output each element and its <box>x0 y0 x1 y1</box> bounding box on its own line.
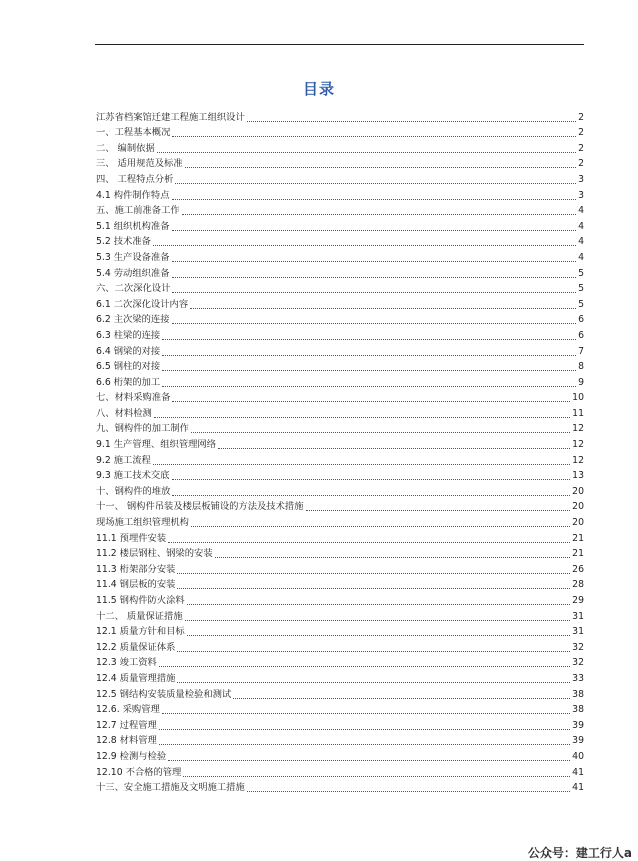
toc-entry-title: 4.1 构件制作特点 <box>96 189 170 201</box>
toc-entry-page: 29 <box>572 595 584 606</box>
toc-entry-page: 4 <box>578 220 584 232</box>
toc-entry[interactable] <box>96 607 584 623</box>
toc-entry-title: 八、材料检测 <box>96 407 152 419</box>
toc-entry[interactable] <box>96 545 584 561</box>
toc-entry-page: 9 <box>578 376 584 388</box>
toc-entry-title: 5.1 组织机构准备 <box>96 220 170 232</box>
toc-entry-title: 11.4 钢层板的安装 <box>96 579 176 591</box>
toc-entry-page: 21 <box>572 532 584 544</box>
toc-leader-dots <box>172 292 576 293</box>
toc-entry-title: 12.8 材料管理 <box>96 735 157 747</box>
toc-leader-dots <box>215 557 571 558</box>
toc-entry[interactable] <box>96 435 584 451</box>
toc-leader-dots <box>159 666 570 667</box>
toc-leader-dots <box>172 230 577 231</box>
toc-entry-page: 2 <box>578 142 584 154</box>
toc-entry[interactable] <box>96 311 584 327</box>
toc-entry-page: 2 <box>578 127 584 139</box>
toc-entry-title: 12.5 钢结构安装质量检验和测试 <box>96 688 232 700</box>
toc-entry[interactable] <box>96 420 584 436</box>
toc-entry[interactable] <box>96 217 584 233</box>
toc-entry-title: 12.9 检测与检验 <box>96 750 167 762</box>
toc-leader-dots <box>190 308 576 309</box>
header-rule <box>95 44 584 45</box>
toc-leader-dots <box>157 152 576 153</box>
toc-entry[interactable] <box>96 295 584 311</box>
toc-entry[interactable] <box>96 638 584 654</box>
toc-entry[interactable] <box>96 108 584 124</box>
toc-entry-title: 九、钢构件的加工制作 <box>96 423 189 435</box>
toc-entry[interactable] <box>96 701 584 717</box>
toc-entry-page: 12 <box>572 454 584 466</box>
toc-entry[interactable] <box>96 155 584 171</box>
toc-leader-dots <box>162 386 576 387</box>
toc-entry-title: 5.2 技术准备 <box>96 236 151 248</box>
toc-entry-page: 4 <box>578 251 584 263</box>
toc-entry-title: 12.3 竣工资料 <box>96 657 157 669</box>
toc-leader-dots <box>177 588 570 589</box>
table-of-contents <box>96 108 584 794</box>
toc-entry[interactable] <box>96 779 584 795</box>
toc-entry[interactable] <box>96 623 584 639</box>
toc-entry[interactable] <box>96 389 584 405</box>
toc-entry-page: 20 <box>572 485 584 497</box>
toc-entry-title: 11.1 预埋件安装 <box>96 532 167 544</box>
toc-entry[interactable] <box>96 482 584 498</box>
toc-entry-page: 5 <box>578 283 584 295</box>
toc-entry[interactable] <box>96 342 584 358</box>
toc-entry-title: 三、 适用规范及标准 <box>96 158 183 170</box>
toc-leader-dots <box>182 214 576 215</box>
toc-heading: 目录 <box>302 80 335 98</box>
toc-entry-page: 40 <box>572 750 584 762</box>
toc-entry[interactable] <box>96 716 584 732</box>
toc-entry-title: 二、 编制依据 <box>96 142 155 154</box>
toc-leader-dots <box>172 277 577 278</box>
toc-leader-dots <box>172 136 576 137</box>
toc-entry-title: 11.5 钢构件防火涂料 <box>96 595 185 606</box>
toc-entry-title: 五、施工前准备工作 <box>96 205 180 217</box>
toc-leader-dots <box>172 323 577 324</box>
toc-entry[interactable] <box>96 498 584 514</box>
toc-entry[interactable] <box>96 326 584 342</box>
toc-leader-dots <box>177 651 570 652</box>
toc-leader-dots <box>175 183 576 184</box>
toc-entry-page: 38 <box>572 704 584 716</box>
toc-entry[interactable] <box>96 763 584 779</box>
toc-leader-dots <box>233 698 570 699</box>
toc-entry[interactable] <box>96 529 584 545</box>
toc-entry[interactable] <box>96 186 584 202</box>
toc-entry-title: 9.1 生产管理、组织管理网络 <box>96 439 217 451</box>
toc-leader-dots <box>162 355 576 356</box>
toc-leader-dots <box>159 729 570 730</box>
toc-entry[interactable] <box>96 233 584 249</box>
toc-leader-dots <box>172 479 571 480</box>
toc-leader-dots <box>168 760 570 761</box>
toc-entry-page: 20 <box>572 517 584 529</box>
toc-leader-dots <box>153 245 576 246</box>
toc-entry-title: 十三、安全施工措施及文明施工措施 <box>96 782 245 794</box>
toc-leader-dots <box>162 713 570 714</box>
toc-entry-page: 4 <box>578 205 584 217</box>
toc-entry-page: 28 <box>572 579 584 591</box>
toc-entry-title: 6.3 柱梁的连接 <box>96 329 161 341</box>
toc-entry-page: 11 <box>572 407 584 419</box>
toc-leader-dots <box>159 744 570 745</box>
toc-entry[interactable] <box>96 170 584 186</box>
toc-entry-page: 33 <box>572 672 584 684</box>
toc-entry-title: 十、钢构件的堆放 <box>96 485 171 497</box>
toc-entry[interactable] <box>96 654 584 670</box>
toc-leader-dots <box>153 464 570 465</box>
toc-leader-dots <box>185 620 571 621</box>
toc-entry-page: 7 <box>578 345 584 357</box>
toc-entry-page: 3 <box>578 189 584 201</box>
toc-entry[interactable] <box>96 280 584 296</box>
toc-leader-dots <box>168 542 570 543</box>
toc-leader-dots <box>172 495 570 496</box>
toc-entry-title: 12.2 质量保证体系 <box>96 641 176 653</box>
toc-entry-title: 七、材料采购准备 <box>96 392 171 404</box>
toc-entry-page: 39 <box>572 719 584 731</box>
toc-entry-page: 12 <box>572 423 584 435</box>
toc-entry-page: 26 <box>572 563 584 575</box>
toc-leader-dots <box>185 167 576 168</box>
toc-leader-dots <box>172 199 577 200</box>
toc-entry-page: 41 <box>572 766 584 778</box>
toc-entry[interactable] <box>96 467 584 483</box>
toc-leader-dots <box>183 776 570 777</box>
toc-entry-page: 31 <box>572 610 584 622</box>
toc-leader-dots <box>177 682 570 683</box>
toc-entry-title: 6.2 主次梁的连接 <box>96 314 170 326</box>
toc-entry-page: 21 <box>572 548 584 560</box>
toc-entry-title: 6.6 桁架的加工 <box>96 376 161 388</box>
toc-entry-title: 11.3 桁架部分安装 <box>96 563 176 575</box>
toc-entry[interactable] <box>96 124 584 140</box>
toc-entry-page: 4 <box>578 236 584 248</box>
toc-entry-title: 十二、 质量保证措施 <box>96 610 183 622</box>
toc-entry-page: 20 <box>572 501 584 513</box>
watermark: 公众号：建工行人a <box>527 846 632 860</box>
toc-entry-title: 四、 工程特点分析 <box>96 173 174 185</box>
toc-entry[interactable] <box>96 202 584 218</box>
toc-entry-page: 6 <box>578 329 584 341</box>
toc-entry-page: 13 <box>572 470 584 482</box>
toc-entry[interactable] <box>96 248 584 264</box>
toc-entry[interactable] <box>96 358 584 374</box>
toc-entry-title: 5.4 劳动组织准备 <box>96 267 170 279</box>
toc-entry[interactable] <box>96 747 584 763</box>
toc-entry-title: 12.10 不合格的管理 <box>96 766 182 778</box>
toc-entry[interactable] <box>96 560 584 576</box>
toc-entry[interactable] <box>96 576 584 592</box>
toc-entry[interactable] <box>96 451 584 467</box>
toc-entry-title: 一、工程基本概况 <box>96 127 171 139</box>
toc-entry-title: 11.2 楼层钢柱、钢梁的安装 <box>96 548 213 560</box>
toc-leader-dots <box>247 121 576 122</box>
toc-leader-dots <box>172 261 577 262</box>
toc-leader-dots <box>218 448 570 449</box>
toc-leader-dots <box>162 339 576 340</box>
toc-entry-page: 32 <box>572 657 584 669</box>
toc-entry-title: 9.3 施工技术交底 <box>96 470 170 482</box>
toc-entry-page: 5 <box>578 267 584 279</box>
toc-leader-dots <box>172 401 570 402</box>
toc-entry-title: 6.1 二次深化设计内容 <box>96 298 189 310</box>
toc-entry-title: 六、二次深化设计 <box>96 283 171 295</box>
toc-entry-title: 江苏省档案馆迁建工程施工组织设计 <box>96 111 245 123</box>
toc-entry-title: 6.5 钢柱的对接 <box>96 361 161 373</box>
toc-entry-page: 39 <box>572 735 584 747</box>
toc-entry[interactable] <box>96 373 584 389</box>
toc-entry-title: 12.4 质量管理措施 <box>96 672 176 684</box>
toc-entry-page: 31 <box>572 626 584 638</box>
toc-entry-title: 十一、 钢构件吊装及楼层板铺设的方法及技术措施 <box>96 501 304 513</box>
toc-entry-page: 10 <box>572 392 584 404</box>
toc-entry-title: 6.4 钢梁的对接 <box>96 345 161 357</box>
toc-entry-page: 8 <box>578 361 584 373</box>
toc-entry-title: 12.7 过程管理 <box>96 719 157 731</box>
toc-leader-dots <box>191 432 570 433</box>
toc-entry-title: 9.2 施工流程 <box>96 454 151 466</box>
toc-entry-page: 32 <box>572 641 584 653</box>
toc-entry[interactable] <box>96 139 584 155</box>
toc-entry-title: 5.3 生产设备准备 <box>96 251 170 263</box>
toc-entry-title: 12.1 质量方针和目标 <box>96 626 185 638</box>
toc-entry-page: 6 <box>578 314 584 326</box>
toc-leader-dots <box>306 510 571 511</box>
toc-entry-page: 41 <box>572 782 584 794</box>
toc-leader-dots <box>191 526 570 527</box>
toc-leader-dots <box>162 370 576 371</box>
toc-entry[interactable] <box>96 591 584 607</box>
toc-entry[interactable] <box>96 685 584 701</box>
toc-entry-page: 2 <box>578 111 584 123</box>
toc-entry[interactable] <box>96 513 584 529</box>
toc-entry-title: 现场施工组织管理机构 <box>96 517 189 529</box>
toc-entry-page: 5 <box>578 298 584 310</box>
toc-entry-page: 38 <box>572 688 584 700</box>
toc-leader-dots <box>187 635 570 636</box>
toc-leader-dots <box>177 573 570 574</box>
toc-entry-title: 12.6. 采购管理 <box>96 704 160 716</box>
toc-leader-dots <box>154 417 570 418</box>
toc-entry[interactable] <box>96 732 584 748</box>
toc-entry-page: 3 <box>578 173 584 185</box>
toc-entry-page: 2 <box>578 158 584 170</box>
toc-entry[interactable] <box>96 669 584 685</box>
toc-leader-dots <box>187 604 570 605</box>
toc-leader-dots <box>247 791 570 792</box>
toc-entry[interactable] <box>96 264 584 280</box>
toc-entry[interactable] <box>96 404 584 420</box>
toc-entry-page: 12 <box>572 439 584 451</box>
